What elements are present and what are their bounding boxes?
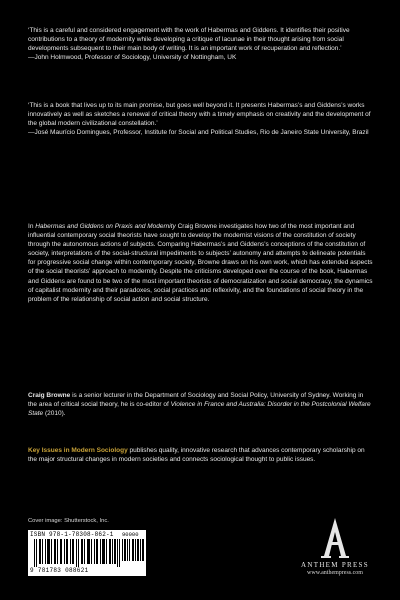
quote-text: ‘This is a book that lives up to its main promise, but goes well beyond it. It presents Habermas’s and Giddens’s works innovatively as well as sketches a renewal of critical theory with a timely emphasis on creativity and the development of the global modern civilizational constellation.’ — [28, 102, 371, 128]
book-description — [28, 222, 374, 304]
book-title: Habermas and Giddens on Praxis and Modernity — [35, 223, 176, 230]
series-text: publishes quality, innovative research that advances contemporary scholarship on the major structural changes in modern societies and connects sociological thought to public issues. — [28, 447, 365, 464]
bio-text: is a senior lecturer in the Department of Sociology and Social Policy, University of Sydney. Working in the area of critical social theory, he is co-editor of — [28, 392, 364, 409]
drop-cap: I — [28, 223, 30, 230]
cover-credit: Cover image: Shutterstock, Inc. — [28, 518, 109, 524]
author-name: Craig Browne — [28, 392, 71, 399]
quote-attribution: —John Holmwood, Professor of Sociology, University of Nottingham, UK — [28, 54, 237, 62]
price-code: 90000 — [122, 531, 139, 538]
quote-text: ‘This is a careful and considered engagement with the work of Habermas and Giddens. It identifies their positive contributions to a theory of modernity while developing a critique of lacunae in their thought arising from social developments subsequent to their main body of writing. It is an important work of recuperation and reflection.’ — [28, 27, 350, 53]
description-lead: n — [29, 223, 36, 230]
publisher-url[interactable]: www.anthempress.com — [307, 570, 363, 576]
description-text: Craig Browne investigates how two of the most important and influential contemporary social theorists have sought to develop the modernist visions of the constitution of society through the autonomous actions of subjects. Comparing Habermas’s and Giddens’s conceptions of the constitution of society, interpretations of the social-structural impediments to subjects’ autonomy and attempts to delineate potentials for progressive social change within contemporary society, Browne draws on his own work, which has extended aspects of the social theorists’ approach to modernity. Despite the criticisms developed over the course of the book, Habermas and Giddens are found to be two of the most important theorists of democratization and social democracy, the dynamics of capitalist modernity and their paradoxes, social practices and reflexivity, and the foundations of social theory in the problem of the relationship of social action and social structure. — [28, 223, 373, 303]
publisher-name: ANTHEM PRESS — [301, 561, 369, 569]
barcode-digits: 9 781783 088621 — [30, 567, 89, 574]
anthem-a-icon — [320, 516, 350, 560]
barcode-bars — [34, 539, 120, 567]
author-bio — [28, 391, 374, 418]
isbn-barcode — [28, 530, 146, 576]
review-quote-1 — [28, 26, 374, 62]
quote-attribution: —José Maurício Domingues, Professor, Institute for Social and Political Studies, Rio de Janeiro State University, Brazil — [28, 129, 369, 137]
series-name: Key Issues in Modern Sociology — [28, 447, 128, 454]
bio-book-title: Violence in France and Australia: Disorder in the Postcolonial Welfare State — [28, 401, 371, 418]
series-blurb — [28, 446, 374, 464]
price-barcode-bars — [122, 539, 144, 561]
bio-tail: (2010). — [43, 410, 66, 418]
review-quote-2 — [28, 101, 374, 137]
publisher-logo[interactable] — [290, 516, 380, 588]
isbn-label: ISBN 978-1-78308-862-1 — [30, 531, 114, 538]
